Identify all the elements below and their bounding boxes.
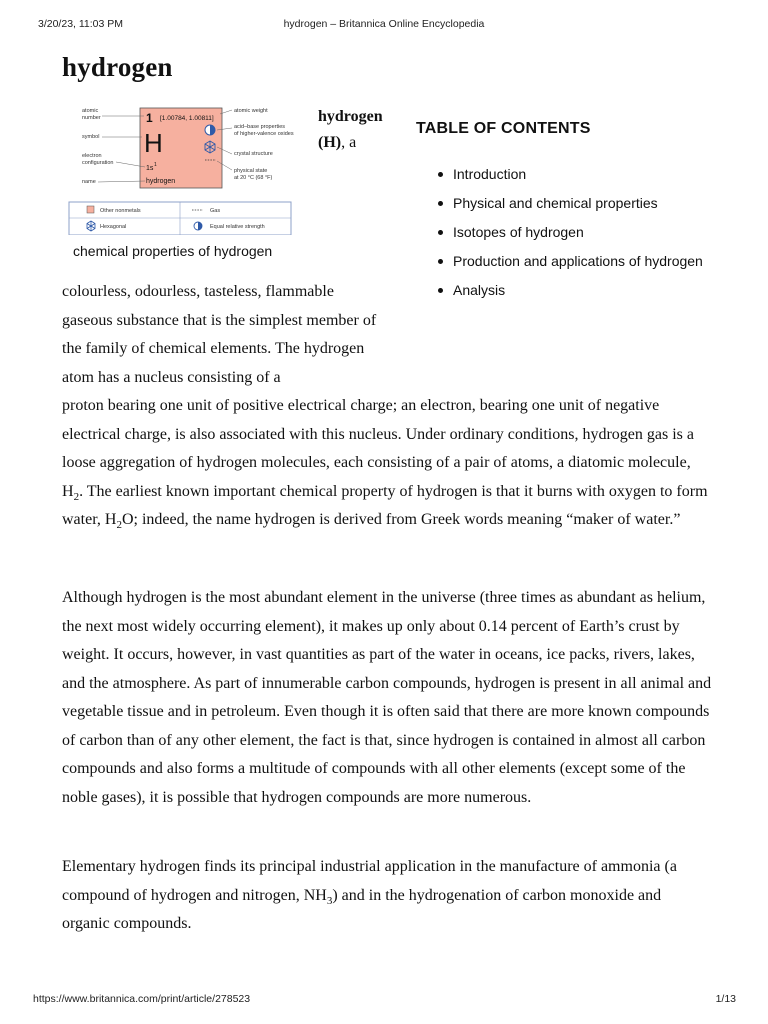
legend-other-nonmetals: Other nonmetals [100, 208, 141, 214]
print-page-title: hydrogen – Britannica Online Encyclopedia [283, 18, 485, 30]
toc-heading: TABLE OF CONTENTS [416, 120, 591, 137]
applications-text-a: Elementary hydrogen finds its principal industrial application in the manufacture of ammonia (a compound of hydrogen and nitrogen, NH [62, 858, 677, 904]
applications-text-b: ) and in the hydrogenation of carbon monoxide and organic compounds. [62, 886, 662, 932]
label-physical-state-2: at 20 °C (68 °F) [234, 175, 273, 181]
h2o-subscript: 2 [116, 519, 122, 531]
intro-wide-1: proton bearing one unit of positive electrical charge; an electron, bearing one unit of negative electrical charge, is also associated with this nucleus. Under ordinary conditions, hydrogen gas is a loose aggregation of hydrogen molecules, each consisting of a pair of atoms, a diatomic molecule, H [62, 397, 694, 500]
intro-wide-2: . The earliest known important chemical property of hydrogen is that it burns with oxygen to form water, H [62, 482, 708, 528]
label-acid-base-2: of higher-valence oxides [234, 131, 294, 137]
toc-item-isotopes[interactable]: Isotopes of hydrogen [453, 222, 746, 242]
label-electron: electron [82, 153, 102, 159]
nh3-subscript: 3 [326, 894, 333, 907]
label-crystal: crystal structure [234, 151, 273, 157]
element-figure[interactable] [62, 100, 302, 235]
label-atomic-number: atomic [82, 108, 99, 114]
legend-equal-strength: Equal relative strength [210, 224, 265, 230]
intro-paragraph-narrow [62, 278, 382, 392]
tile-config-sup: 1 [154, 162, 157, 168]
label-symbol: symbol [82, 134, 100, 140]
label-electron-2: configuration [82, 160, 114, 166]
tile-name: hydrogen [146, 178, 176, 185]
abundance-text: Although hydrogen is the most abundant element in the universe (three times as abundant as helium, the next most widely occurring element), it makes up only about 0.14 percent of Earth’s crust by weight. It occurs, however, in vast quantities as part of the water in oceans, ice packs, rivers, lakes, and the atmosphere. As part of innumerable carbon compounds, hydrogen is present in all animal and vegetable tissue and in petroleum. Even though it is often said that there are more known compounds of carbon than of any other element, the fact is that, since hydrogen is contained in almost all carbon compounds and also forms a multitude of compounds with all other elements (except some of the noble gases), it is possible that hydrogen compounds are more numerous. [62, 589, 712, 806]
tile-symbol: H [144, 128, 163, 158]
h2-subscript: 2 [73, 490, 80, 503]
table-of-contents [416, 120, 746, 309]
tile-config: 1s [146, 165, 154, 172]
nonmetal-swatch [87, 206, 94, 213]
legend-gas: Gas [210, 208, 221, 214]
label-atomic-weight: atomic weight [234, 108, 268, 114]
print-datetime: 3/20/23, 11:03 PM [38, 18, 124, 30]
print-url[interactable]: https://www.britannica.com/print/article/278523 [33, 993, 251, 1005]
label-acid-base: acid–base properties [234, 124, 286, 130]
legend-equal-strength-icon [194, 222, 202, 230]
lead-symbol: (H) [318, 134, 342, 151]
intro-paragraph-wide [62, 392, 712, 535]
acid-base-icon [205, 125, 215, 135]
intro-narrow-text: colourless, odourless, tasteless, flammable gaseous substance that is the simplest member of the family of chemical elements. The hydrogen atom has a nucleus consisting of a [62, 283, 377, 386]
element-tile-diagram [62, 100, 302, 235]
intro-wide-3: O; indeed, the name hydrogen is derived from Greek words meaning “maker of water.” [121, 511, 681, 528]
label-physical-state: physical state [234, 168, 268, 174]
applications-paragraph [62, 853, 712, 939]
toc-list [416, 164, 746, 300]
article-title: hydrogen [62, 52, 173, 82]
toc-item-physical-chemical[interactable]: Physical and chemical properties [453, 193, 746, 213]
legend-hexagonal: Hexagonal [100, 224, 127, 230]
lead-after: , a [341, 134, 357, 151]
label-name: name [82, 179, 96, 185]
abundance-paragraph [62, 584, 712, 812]
figure-caption[interactable]: chemical properties of hydrogen [73, 243, 273, 259]
toc-item-introduction[interactable]: Introduction [453, 164, 746, 184]
lead-paragraph-start [318, 104, 383, 156]
page-count: 1/13 [715, 993, 736, 1005]
label-atomic-number-2: number [82, 115, 101, 121]
lead-term: hydrogen [318, 108, 383, 125]
tile-atomic-number: 1 [146, 111, 153, 125]
tile-atomic-weight: [1.00784, 1.00811] [160, 115, 214, 122]
toc-item-analysis[interactable]: Analysis [453, 280, 746, 300]
toc-item-production[interactable]: Production and applications of hydrogen [453, 251, 746, 271]
